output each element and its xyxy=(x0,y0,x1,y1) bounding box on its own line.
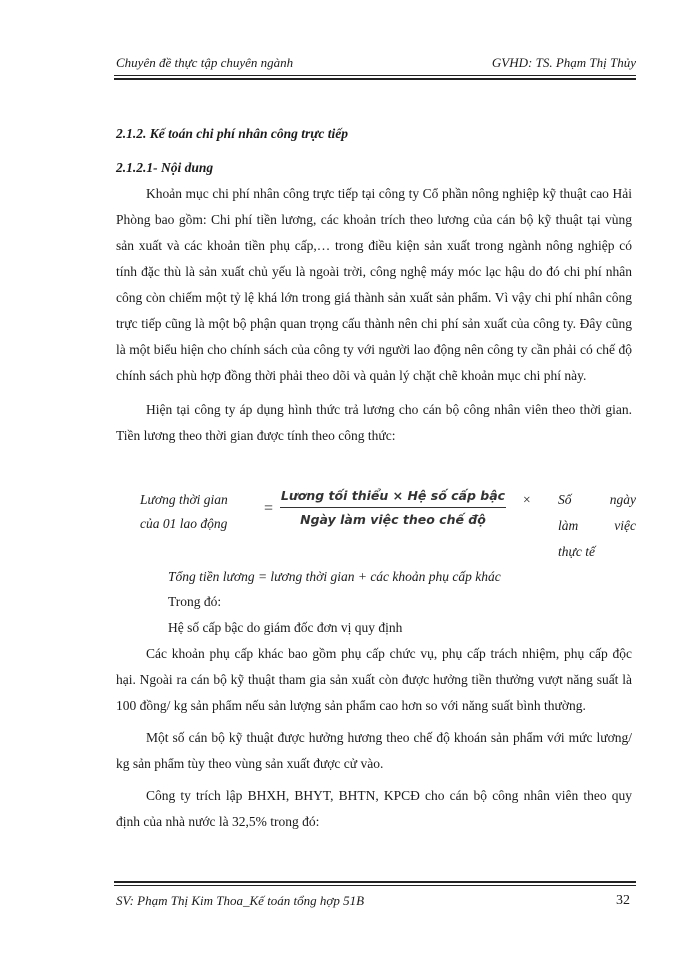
header-right: GVHD: TS. Phạm Thị Thủy xyxy=(491,55,636,70)
formula-fraction xyxy=(280,488,506,527)
header-left: Chuyên đề thực tập chuyên ngành xyxy=(116,55,294,70)
header-rule xyxy=(114,75,636,76)
formula-lhs-line1: Lương thời gian xyxy=(140,492,228,507)
formula-numerator: Lương tối thiểu × Hệ số cấp bậc xyxy=(280,488,506,508)
page-number: 32 xyxy=(616,893,630,908)
body-paragraphs-1 xyxy=(116,181,632,449)
formula-rhs-line2: làm việc xyxy=(558,518,636,533)
paragraph-4: Một số cán bộ kỹ thuật được hưởng hương theo chế độ khoán sản phẩm với mức lương/ kg sản phẩm tùy theo vùng sản xuất được cử vào. xyxy=(116,730,632,771)
paragraph-5: Công ty trích lập BHXH, BHYT, BHTN, KPCĐ cho cán bộ công nhân viên theo quy định của nhà nước là 32,5% trong đó: xyxy=(116,788,632,829)
he-so-note: Hệ số cấp bậc do giám đốc đơn vị quy định xyxy=(168,620,403,635)
body-paragraphs-2 xyxy=(116,641,632,835)
footer-rule xyxy=(114,885,636,886)
footer-rule-thick xyxy=(114,881,636,883)
paragraph-1: Khoản mục chi phí nhân công trực tiếp tại công ty Cổ phần nông nghiệp kỹ thuật cao Hải Phòng bao gồm: Chi phí tiền lương, các khoản trích theo lương của cán bộ kỹ thuật tại vùng sản xuất và các khoản tiền phụ cấp,… trong điều kiện sản xuất trong ngành nông nghiệp có tính đặc thù là sản xuất chủ yếu là ngoài trời, công nghệ máy móc lạc hậu do đó chi phí nhân công còn chiếm một tỷ lệ khá lớn trong giá thành sản xuất sản phẩm. Vì vậy chi phí nhân công trực tiếp cũng là một bộ phận quan trọng cấu thành nên chi phí sản xuất của công ty. Đây cũng là một biểu hiện cho chính sách của công ty với người lao động nên công ty cần phải có chế độ chính sách phù hợp đồng thời phải theo dõi và quản lý chặt chẽ khoản mục chi phí này. xyxy=(116,186,632,383)
formula-times: × xyxy=(523,492,531,507)
section-subtitle: 2.1.2.1- Nội dung xyxy=(116,160,214,175)
header-rule-thick xyxy=(114,78,636,80)
trong-do-label: Trong đó: xyxy=(168,594,222,609)
formula-rhs-line1: Số ngày xyxy=(558,492,636,507)
total-salary-formula: Tổng tiền lương = lương thời gian + các khoản phụ cấp khác xyxy=(168,569,501,584)
section-title: 2.1.2. Kế toán chi phí nhân công trực tiếp xyxy=(116,126,348,141)
formula-lhs-line2: của 01 lao động xyxy=(140,516,228,531)
paragraph-3: Các khoản phụ cấp khác bao gồm phụ cấp chức vụ, phụ cấp trách nhiệm, phụ cấp độc hại. Ngoài ra cán bộ kỹ thuật tham gia sản xuất còn được hưởng tiền thưởng vượt năng suất là 100 đồng/ kg sản phẩm nếu sản lượng sản phẩm cao hơn so với năng suất bình thường. xyxy=(116,646,632,713)
formula-rhs-line3: thực tế xyxy=(558,544,595,559)
formula-denominator: Ngày làm việc theo chế độ xyxy=(300,512,486,527)
footer-left: SV: Phạm Thị Kim Thoa_Kế toán tổng hợp 51B xyxy=(116,893,365,908)
formula-equals: = xyxy=(264,500,274,517)
paragraph-2: Hiện tại công ty áp dụng hình thức trả lương cho cán bộ công nhân viên theo thời gian. Tiền lương theo thời gian được tính theo công thức: xyxy=(116,402,632,443)
